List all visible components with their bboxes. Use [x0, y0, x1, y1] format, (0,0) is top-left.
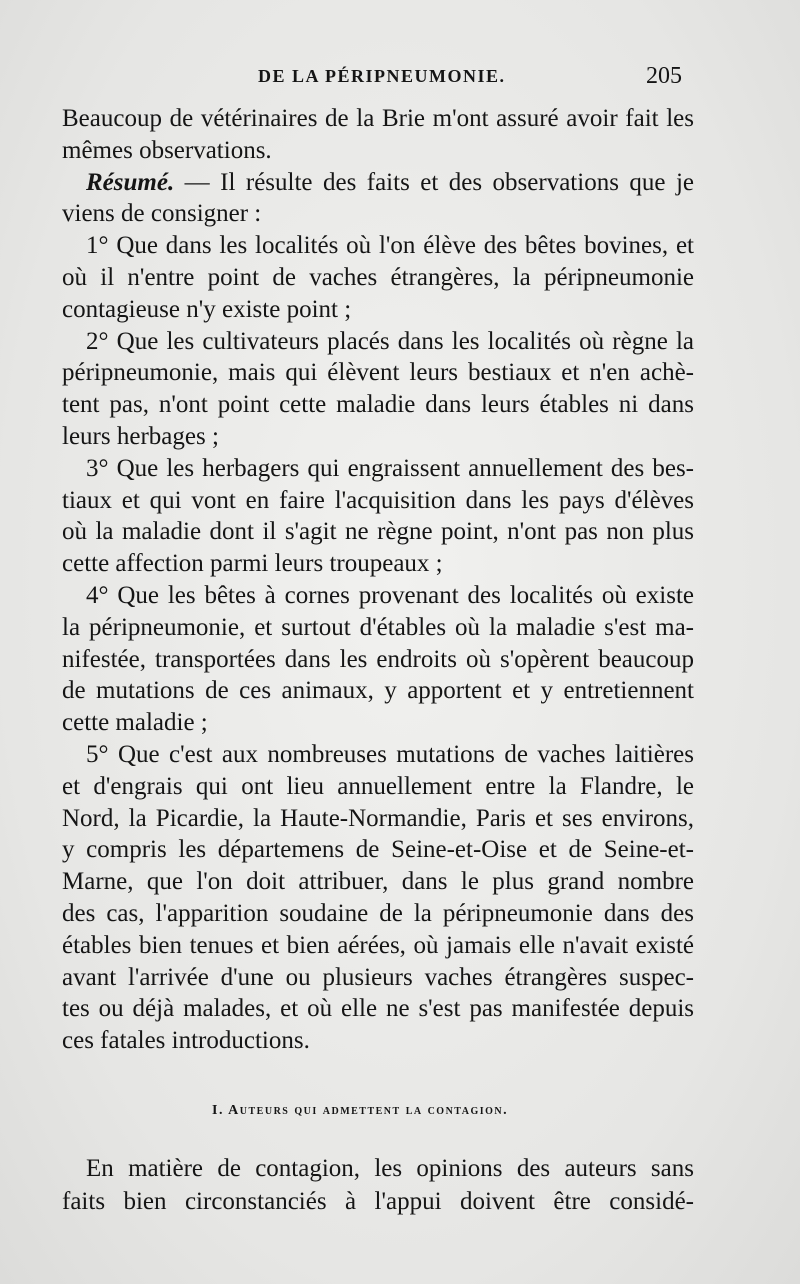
page-number: 205: [646, 63, 682, 89]
text-line: Beaucoup de vétérinaires de la Brie m'ont assuré avoir fait les: [62, 105, 694, 132]
text-line: nifestée, transportées dans les endroits où s'opèrent beaucoup: [62, 645, 694, 673]
text-line: faits bien circonstanciés à l'appui doivent être considé-: [62, 1188, 694, 1215]
text-line: contagieuse n'y existe point ;: [62, 295, 352, 323]
running-head: DE LA PÉRIPNEUMONIE.: [258, 66, 506, 86]
resume-word: Résumé.: [86, 168, 175, 196]
text-line: tes ou déjà malades, et où elle ne s'est pas manifestée depuis: [62, 995, 694, 1023]
text-line: leurs herbages ;: [62, 422, 219, 450]
text-line: cette affection parmi leurs troupeaux ;: [62, 550, 443, 578]
text-line: tent pas, n'ont point cette maladie dans leurs étables ni dans: [62, 391, 694, 419]
text-line: des cas, l'apparition soudaine de la péripneumonie dans des: [62, 899, 694, 927]
next-paragraph: [62, 1152, 694, 1218]
text-line: 3° Que les herbagers qui engraissent annuellement des bes-: [86, 454, 694, 482]
text-line: péripneumonie, mais qui élèvent leurs bestiaux et n'en achè-: [62, 359, 694, 387]
text-line: où la maladie dont il s'agit ne règne point, n'ont pas non plus: [62, 518, 694, 546]
text-line: et d'engrais qui ont lieu annuellement entre la Flandre, le: [62, 772, 694, 800]
body-text: [62, 103, 694, 1057]
section-heading: I. Auteurs qui admettent la contagion.: [212, 1103, 509, 1118]
text-line: viens de consigner :: [62, 200, 262, 228]
text-line: ces fatales introductions.: [62, 1027, 310, 1055]
text-line: étables bien tenues et bien aérées, où jamais elle n'avait existé: [62, 931, 694, 959]
text-line: 5° Que c'est aux nombreuses mutations de vaches laitières: [86, 740, 694, 768]
text-line: où il n'entre point de vaches étrangères, la péripneumonie: [62, 263, 694, 291]
text-line: Nord, la Picardie, la Haute-Normandie, Paris et ses environs,: [62, 804, 694, 832]
text-line: de mutations de ces animaux, y apportent et y entretiennent: [62, 677, 694, 705]
text-line: mêmes observations.: [62, 136, 272, 164]
text-line: y compris les départemens de Seine-et-Oise et de Seine-et-: [62, 836, 694, 864]
text-line: cette maladie ;: [62, 709, 208, 737]
text-line: Marne, que l'on doit attribuer, dans le plus grand nombre: [62, 868, 694, 896]
text-line: 4° Que les bêtes à cornes provenant des localités où existe: [86, 581, 694, 609]
text-line: 1° Que dans les localités où l'on élève des bêtes bovines, et: [86, 232, 694, 260]
text-line: 2° Que les cultivateurs placés dans les localités où règne la: [86, 327, 694, 355]
text-line: En matière de contagion, les opinions des auteurs sans: [86, 1155, 694, 1182]
text-line: la péripneumonie, et surtout d'étables où la maladie s'est ma-: [62, 613, 694, 641]
text-line: tiaux et qui vont en faire l'acquisition dans les pays d'élèves: [62, 486, 694, 514]
resume-line: Résumé. — Il résulte des faits et des observations que je: [86, 168, 694, 196]
text-line: avant l'arrivée d'une ou plusieurs vaches étrangères suspec-: [62, 963, 694, 991]
